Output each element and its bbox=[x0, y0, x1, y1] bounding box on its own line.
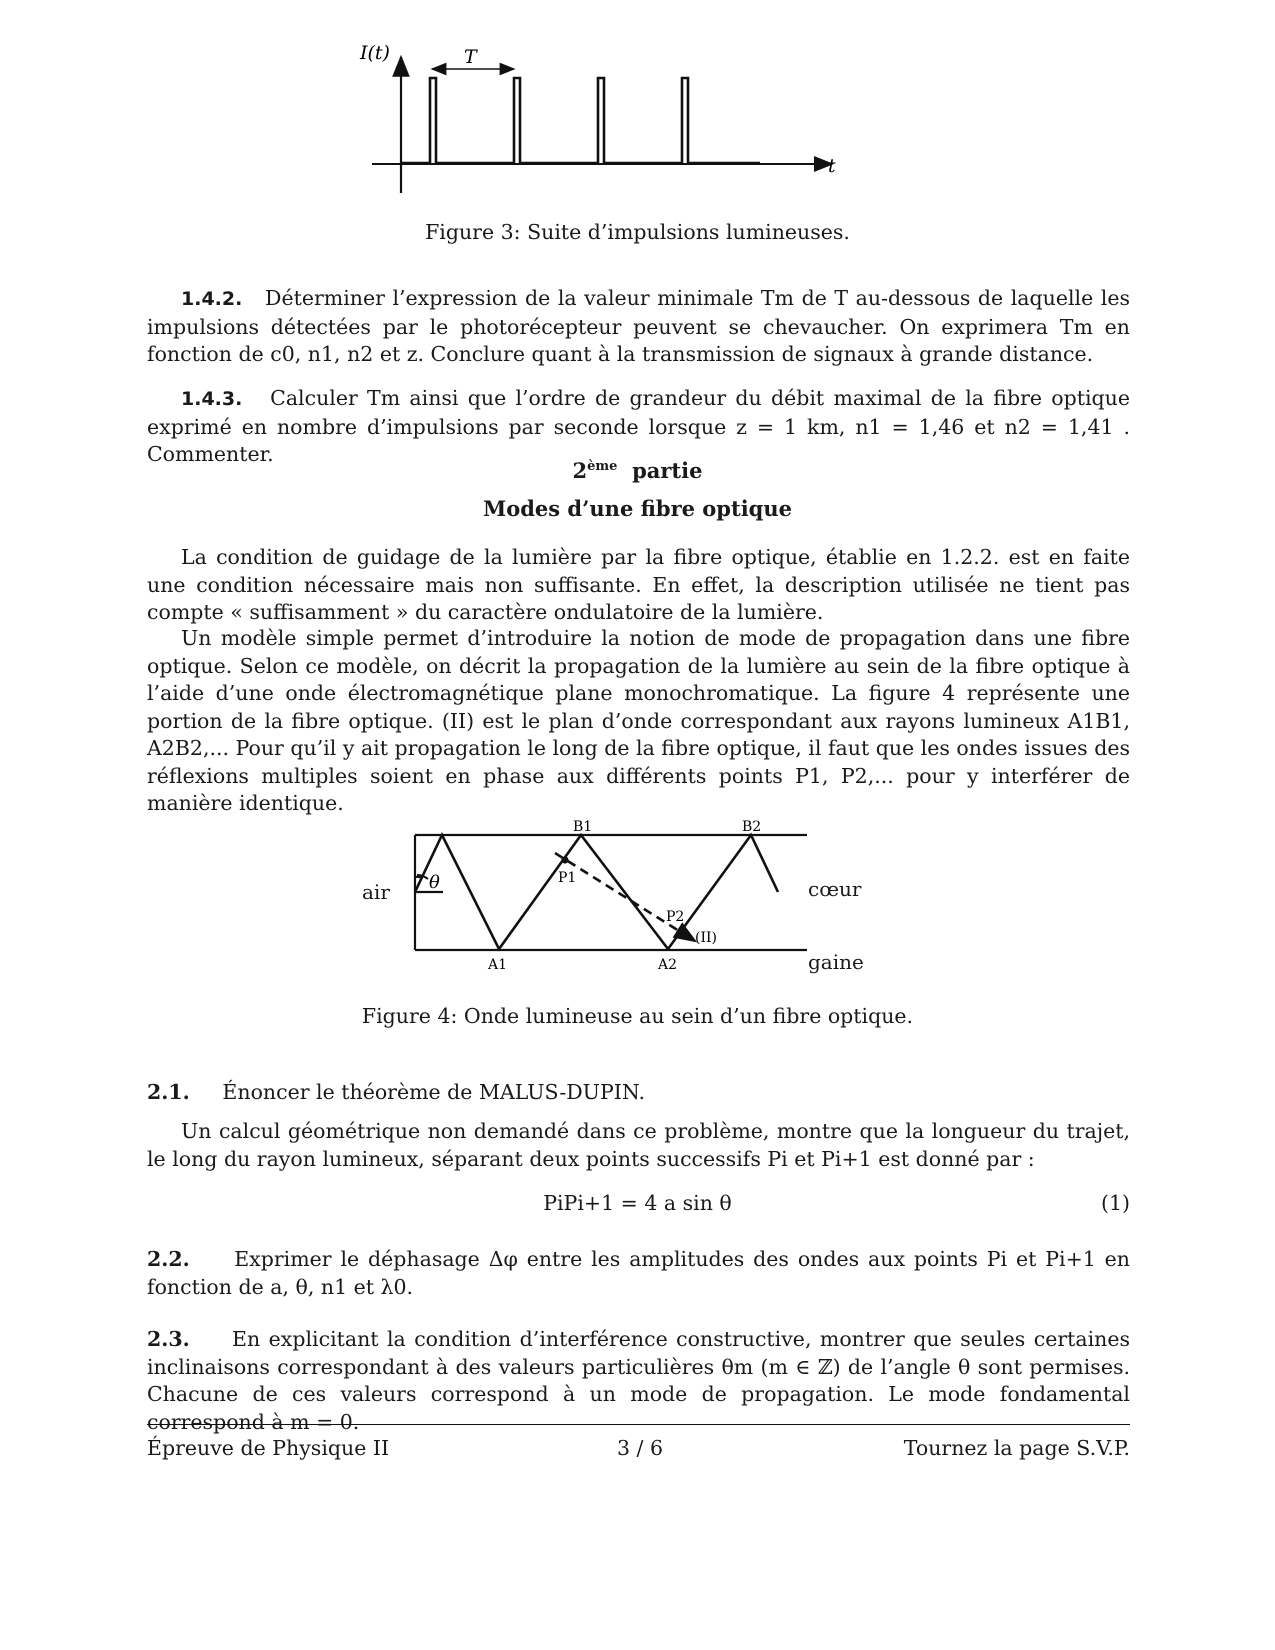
light-ray bbox=[415, 835, 778, 949]
question-number: 2.1. bbox=[147, 1080, 190, 1104]
label-p2: P2 bbox=[666, 909, 685, 925]
label-b2: B2 bbox=[742, 819, 762, 835]
intro-paragraph-2: Un modèle simple permet d’introduire la notion de mode de propagation dans une fibre optique. Selon ce modèle, on décrit la propagation de la lumière au sein de la fibre optique à l’aide d’une onde électromagnétique plane monochromatique. La figure 4 représente une portion de la fibre optique. (II) est le plan d’onde correspondant aux rayons lumineux A1B1, A2B2,... Pour qu’il y ait propagation le long de la fibre optique, il faut que les ondes issues des réflexions multiples soient en phase aux différents points P1, P2,... pour y interférer de manière identique. bbox=[147, 626, 1130, 815]
wave-plane bbox=[555, 853, 695, 941]
label-p1: P1 bbox=[558, 870, 577, 886]
question-text: Exprimer le déphasage Δφ entre les amplitudes des ondes aux points Pi et Pi+1 en fonction de a, θ, n1 et λ0. bbox=[147, 1247, 1130, 1299]
footer-right: Tournez la page S.V.P. bbox=[903, 1436, 1130, 1460]
part-title: Modes d’une fibre optique bbox=[482, 496, 792, 521]
label-wave-plane: (II) bbox=[695, 930, 717, 946]
pulse-train bbox=[401, 78, 760, 163]
equation-number: (1) bbox=[1100, 1191, 1130, 1215]
label-gaine: gaine bbox=[808, 950, 864, 974]
label-air: air bbox=[362, 880, 390, 904]
part-heading bbox=[0, 458, 1275, 483]
question-number: 1.4.2. bbox=[181, 288, 243, 310]
point-p1 bbox=[561, 856, 568, 863]
label-a2: A2 bbox=[658, 957, 678, 973]
question-2-2 bbox=[147, 1246, 1130, 1301]
label-a1: A1 bbox=[488, 957, 508, 973]
intro-paragraph-1: La condition de guidage de la lumière par la fibre optique, établie en 1.2.2. est en faite une condition nécessaire mais non suffisante. En effet, la description utilisée ne tient pas compte « suffisamment » du caractère ondulatoire de la lumière. bbox=[147, 545, 1130, 624]
calc-intro: Un calcul géométrique non demandé dans ce problème, montre que la longueur du trajet, le long du rayon lumineux, séparant deux points successifs Pi et Pi+1 est donné par : bbox=[147, 1119, 1130, 1171]
question-number: 1.4.3. bbox=[181, 388, 243, 410]
part-sup: ème bbox=[587, 459, 618, 474]
question-1-4-2 bbox=[147, 285, 1130, 369]
figure-3 bbox=[350, 35, 850, 200]
question-2-1 bbox=[147, 1079, 1130, 1107]
question-2-3 bbox=[147, 1326, 1130, 1436]
footer-page-number: 3 / 6 bbox=[616, 1436, 664, 1460]
question-text: Calculer Tm ainsi que l’ordre de grandeur du débit maximal de la fibre optique exprimé en nombre d’impulsions par seconde lorsque z = 1 km, n1 = 1,46 et n2 = 1,41 . Commenter. bbox=[147, 386, 1130, 466]
period-label: T bbox=[464, 46, 477, 68]
footer-rule bbox=[147, 1424, 1130, 1425]
figure-3-caption: Figure 3: Suite d’impulsions lumineuses. bbox=[425, 220, 850, 244]
question-number: 2.3. bbox=[147, 1327, 190, 1351]
question-number: 2.2. bbox=[147, 1247, 190, 1271]
label-theta: θ bbox=[429, 872, 440, 893]
label-coeur: cœur bbox=[808, 877, 862, 901]
question-text: Déterminer l’expression de la valeur minimale Tm de T au-dessous de laquelle les impulsions détectées par le photorécepteur peuvent se chevaucher. On exprimera Tm en fonction de c0, n1, n2 et z. Conclure quant à la transmission de signaux à grande distance. bbox=[147, 286, 1130, 366]
question-1-4-3 bbox=[147, 385, 1130, 469]
equation-1: PiPi+1 = 4 a sin θ bbox=[543, 1191, 732, 1215]
point-p2 bbox=[676, 928, 683, 935]
part-word: partie bbox=[632, 458, 703, 483]
figure-4-caption: Figure 4: Onde lumineuse au sein d’un fibre optique. bbox=[361, 1004, 914, 1028]
label-b1: B1 bbox=[573, 819, 593, 835]
theta-arc bbox=[415, 877, 422, 878]
part-number: 2 bbox=[572, 458, 588, 483]
x-axis-label: t bbox=[828, 155, 836, 177]
question-text: Énoncer le théorème de MALUS-DUPIN. bbox=[222, 1080, 645, 1104]
question-text: En explicitant la condition d’interférence constructive, montrer que seules certaines inclinaisons correspondant à des valeurs particulières θm (m ∈ ℤ) de l’angle θ sont permises. Chacune de ces valeurs correspond à un mode de propagation. Le mode fondamental correspond à m = 0. bbox=[147, 1327, 1130, 1434]
footer-left: Épreuve de Physique II bbox=[147, 1436, 390, 1460]
y-axis-label: I(t) bbox=[360, 42, 390, 64]
